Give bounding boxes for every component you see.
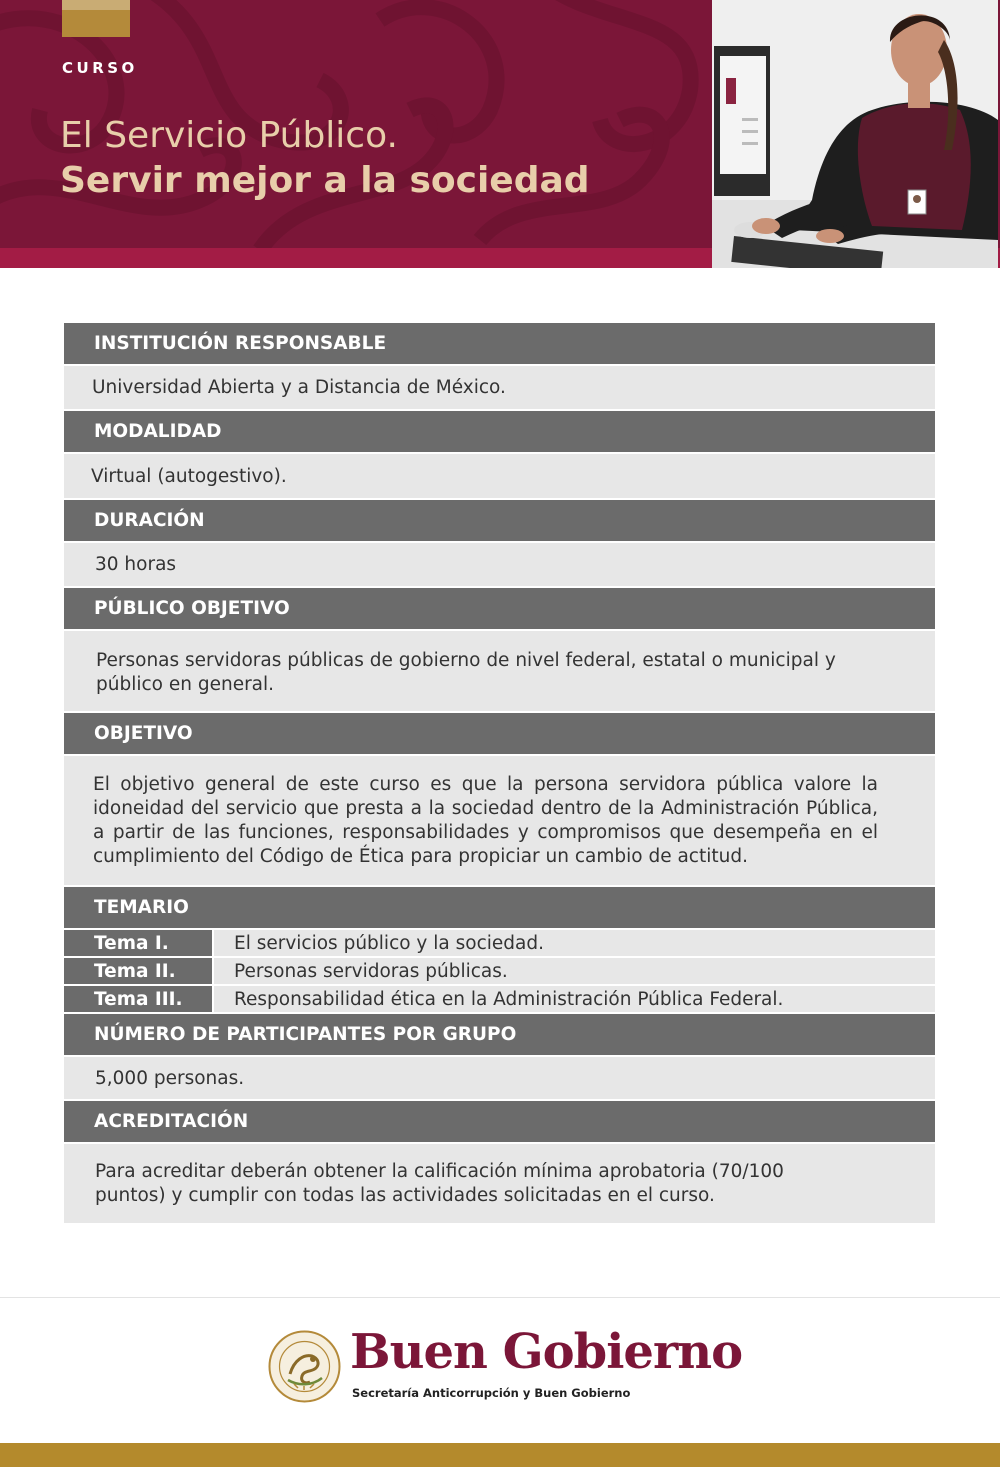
section-header-objetivo <box>64 713 935 756</box>
section-header-modalidad <box>64 411 935 454</box>
gold-accent-tab <box>62 0 130 37</box>
course-info-table <box>64 323 935 1225</box>
section-label: MODALIDAD <box>94 421 222 442</box>
section-label: OBJETIVO <box>94 723 193 744</box>
footer-divider <box>0 1297 1000 1298</box>
section-value-acreditacion: Para acreditar deberán obtener la calificación mínima aprobatoria (70/100 puntos) y cumplir con todas las actividades solicitadas en el curso. <box>64 1144 935 1225</box>
section-header-participantes <box>64 1014 935 1057</box>
footer-gold-bar <box>0 1443 1000 1467</box>
brand-name: Buen Gobierno <box>350 1324 743 1380</box>
tema-label: Tema III. <box>64 986 214 1012</box>
section-label: ACREDITACIÓN <box>94 1111 249 1132</box>
section-label: PÚBLICO OBJETIVO <box>94 598 290 619</box>
section-header-acreditacion <box>64 1101 935 1144</box>
section-header-temario <box>64 887 935 930</box>
section-label: INSTITUCIÓN RESPONSABLE <box>94 333 387 354</box>
section-value-participantes: 5,000 personas. <box>64 1057 935 1101</box>
objetivo-text: El objetivo general de este curso es que la persona servidora pública valore la idoneidad del servicio que presta a la sociedad dentro de la Administración Pública, a partir de las funciones, responsabilidades y compromisos que desempeña en el cumplimiento del Código de Ética para propiciar un cambio de actitud. <box>93 773 878 867</box>
section-value-duracion: 30 horas <box>64 543 935 588</box>
section-header-publico <box>64 588 935 631</box>
section-label: TEMARIO <box>94 897 189 918</box>
temario-row <box>64 986 935 1014</box>
brand-subtitle: Secretaría Anticorrupción y Buen Gobierno <box>352 1386 631 1400</box>
temario-row <box>64 958 935 986</box>
temario-row <box>64 930 935 958</box>
tema-text: El servicios público y la sociedad. <box>214 930 935 956</box>
course-title-line2: Servir mejor a la sociedad <box>60 160 590 201</box>
section-value-objetivo <box>64 756 935 887</box>
national-seal-icon <box>268 1330 341 1403</box>
section-label: DURACIÓN <box>94 510 205 531</box>
section-value-publico: Personas servidoras públicas de gobierno de nivel federal, estatal o municipal y público en general. <box>64 631 935 713</box>
section-label: NÚMERO DE PARTICIPANTES POR GRUPO <box>94 1024 517 1045</box>
tema-label: Tema II. <box>64 958 214 984</box>
woman-at-computer-photo <box>712 0 998 268</box>
section-header-institucion <box>64 323 935 366</box>
buen-gobierno-logo <box>268 1324 743 1408</box>
section-value-institucion: Universidad Abierta y a Distancia de México. <box>64 366 935 411</box>
tema-text: Personas servidoras públicas. <box>214 958 935 984</box>
course-banner <box>0 0 1000 268</box>
course-kicker: CURSO <box>62 59 138 77</box>
course-title-line1: El Servicio Público. <box>60 115 398 156</box>
section-value-modalidad: Virtual (autogestivo). <box>64 454 935 500</box>
tema-label: Tema I. <box>64 930 214 956</box>
tema-text: Responsabilidad ética en la Administración Pública Federal. <box>214 986 935 1012</box>
section-header-duracion <box>64 500 935 543</box>
